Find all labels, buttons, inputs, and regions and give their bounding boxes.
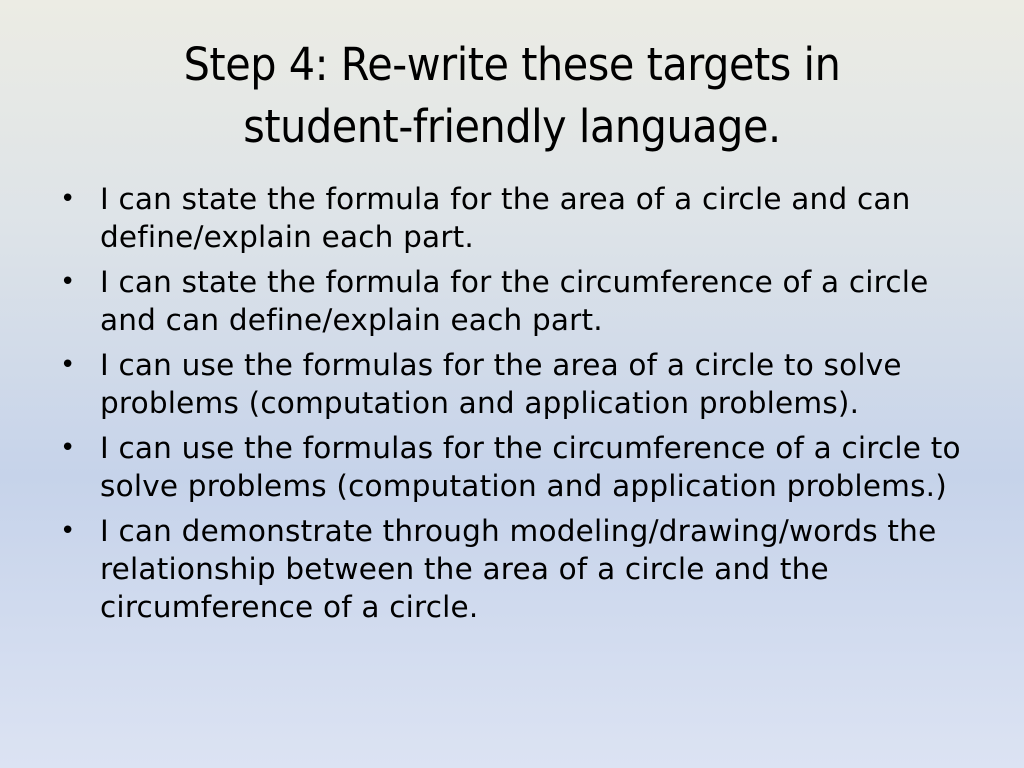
slide-title: Step 4: Re-write these targets in student-friendly language. <box>183 38 841 153</box>
bullet-icon: • <box>60 184 76 214</box>
bullet-item <box>58 180 978 256</box>
bullet-item <box>58 263 978 339</box>
bullet-list <box>58 180 978 633</box>
bullet-icon: • <box>60 267 76 297</box>
bullet-text: I can state the formula for the area of a circle and can define/explain each part. <box>100 182 911 254</box>
bullet-icon: • <box>60 516 76 546</box>
bullet-text: I can use the formulas for the circumference of a circle to solve problems (computation and application problems.) <box>100 431 961 503</box>
bullet-text: I can state the formula for the circumference of a circle and can define/explain each part. <box>100 265 929 337</box>
bullet-item <box>58 429 978 505</box>
bullet-icon: • <box>60 433 76 463</box>
bullet-item <box>58 346 978 422</box>
bullet-text: I can demonstrate through modeling/drawing/words the relationship between the area of a circle and the circumference of a circle. <box>100 514 937 624</box>
bullet-item <box>58 512 978 626</box>
bullet-icon: • <box>60 350 76 380</box>
bullet-text: I can use the formulas for the area of a circle to solve problems (computation and application problems). <box>100 348 902 420</box>
